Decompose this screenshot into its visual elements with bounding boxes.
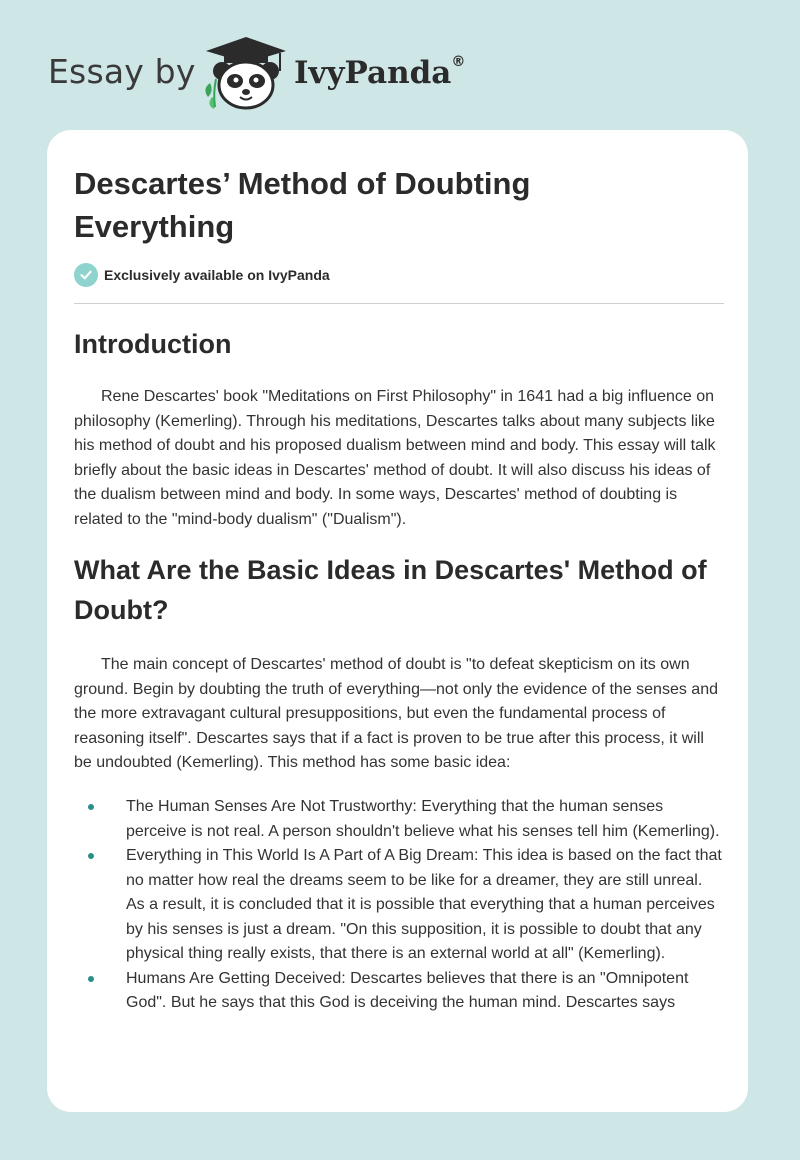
bullet-list [74, 795, 724, 1016]
list-item [74, 967, 724, 1016]
bullet-icon [88, 804, 94, 810]
essay-card [47, 130, 748, 1112]
bullet-icon [88, 853, 94, 859]
brand-name[interactable] [294, 55, 465, 91]
brand-label: IvyPanda [294, 55, 452, 91]
title-divider [74, 303, 724, 304]
exclusive-badge [74, 262, 330, 288]
section-heading: Introduction [74, 329, 232, 359]
ivypanda-logo-icon[interactable] [200, 35, 292, 111]
list-item [74, 795, 724, 844]
essay-by-text: Essay by [48, 52, 196, 91]
check-icon [74, 263, 98, 287]
section-paragraph: The main concept of Descartes' method of doubt is "to defeat skepticism on its own ground. Begin by doubting the truth of everything—not only the evidence of the senses and the more extravagant cultural presuppositions, but even the fundamental process of reasoning itself". Descartes says that if a fact is proven to be true after this process, it will be undoubted (Kemerling). This method has some basic idea: [74, 656, 718, 771]
list-item-text: The Human Senses Are Not Trustworthy: Everything that the human senses perceive is not real. A person shouldn't believe what his senses tell him (Kemerling). [126, 798, 720, 840]
list-item-text: Humans Are Getting Deceived: Descartes believes that there is an "Omnipotent God". But he says that this God is deceiving the human mind. Descartes says [126, 969, 689, 1011]
list-item [74, 844, 724, 967]
site-header [0, 0, 800, 130]
essay-title: Descartes’ Method of Doubting Everything [74, 166, 531, 244]
section-paragraph: Rene Descartes' book "Meditations on First Philosophy" in 1641 had a big influence on philosophy (Kemerling). Through his meditations, Descartes talks about many subjects like his method of doubt and his proposed dualism between mind and body. This essay will talk briefly about the basic ideas in Descartes' method of doubt. It will also discuss his ideas of the dualism between mind and body. In some ways, Descartes' method of doubting is related to the "mind-body dualism" ("Dualism"). [74, 388, 716, 528]
bullet-icon [88, 976, 94, 982]
section-heading: What Are the Basic Ideas in Descartes' Method of Doubt? [74, 555, 707, 625]
exclusive-label: Exclusively available on IvyPanda [104, 267, 330, 283]
trademark-mark: ® [451, 53, 466, 70]
list-item-text: Everything in This World Is A Part of A Big Dream: This idea is based on the fact that no matter how real the dreams seem to be like for a dreamer, they are still unreal. As a result, it is concluded that it is possible that everything that a human perceives by his senses is just a dream. "On this supposition, it is possible to doubt that any physical thing really exists, that there is an external world at all" (Kemerling). [126, 847, 722, 962]
